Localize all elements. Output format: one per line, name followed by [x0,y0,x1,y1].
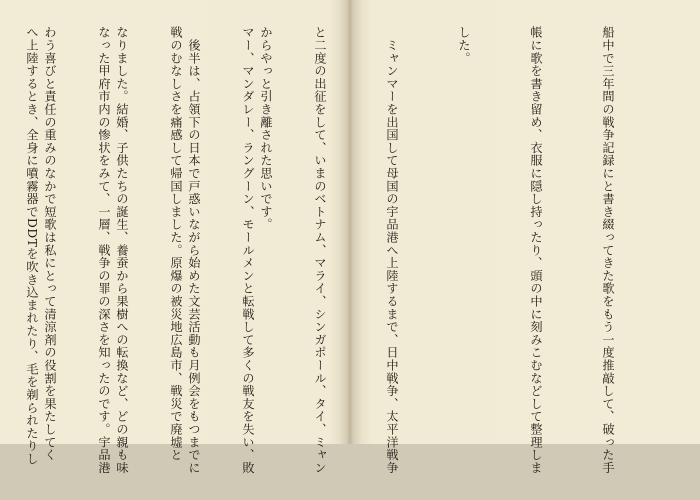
text-line: へ上陸するとき、全身に噴霧器でDDTを吹き込まれたり、毛を剃られたりし [25,26,39,466]
text-line: と二度の出征をして、いまのベトナム、マライ、シンガポール、タイ、ミャン [313,26,327,474]
text-line: マー、マンダレー、ラングーン、モールメンと転戦して多くの戦友を失い、敗 [241,26,255,474]
text-line: わう喜びと責任の重みのなかで短歌は私にとって清涼剤の役割を果たしてく [43,26,57,462]
text-line: 帳に歌を書き留め、衣服に隠し持ったり、頭の中に刻みこむなどして整理しま [529,26,543,474]
text-line: 後半は、占領下の日本で戸惑いながら始めた文芸活動も月例会をもつまでに [187,26,201,474]
text-line: なった甲府市内の惨状をみて、一層、戦争の罪の深さを知ったのです。宇品港 [97,26,111,474]
text-line: ミャンマーを出国して母国の宇品港へ上陸するまで、日中戦争、太平洋戦争 [385,26,399,474]
text-line: 戦のむなしさを痛感して帰国しました。原爆の被災地広島市、戦災で廃墟と [169,26,183,462]
text-line: 船中で三年間の戦争記録にと書き綴ってきた歌をもう一度推敲して、破った手 [601,26,615,474]
text-line: からやっと引き離された思いです。 [259,26,273,231]
text-line: した。 [457,26,471,65]
text-line: なりました。結婚、子供たちの誕生、養蚕から果樹への転換など、どの親も味 [115,26,129,474]
